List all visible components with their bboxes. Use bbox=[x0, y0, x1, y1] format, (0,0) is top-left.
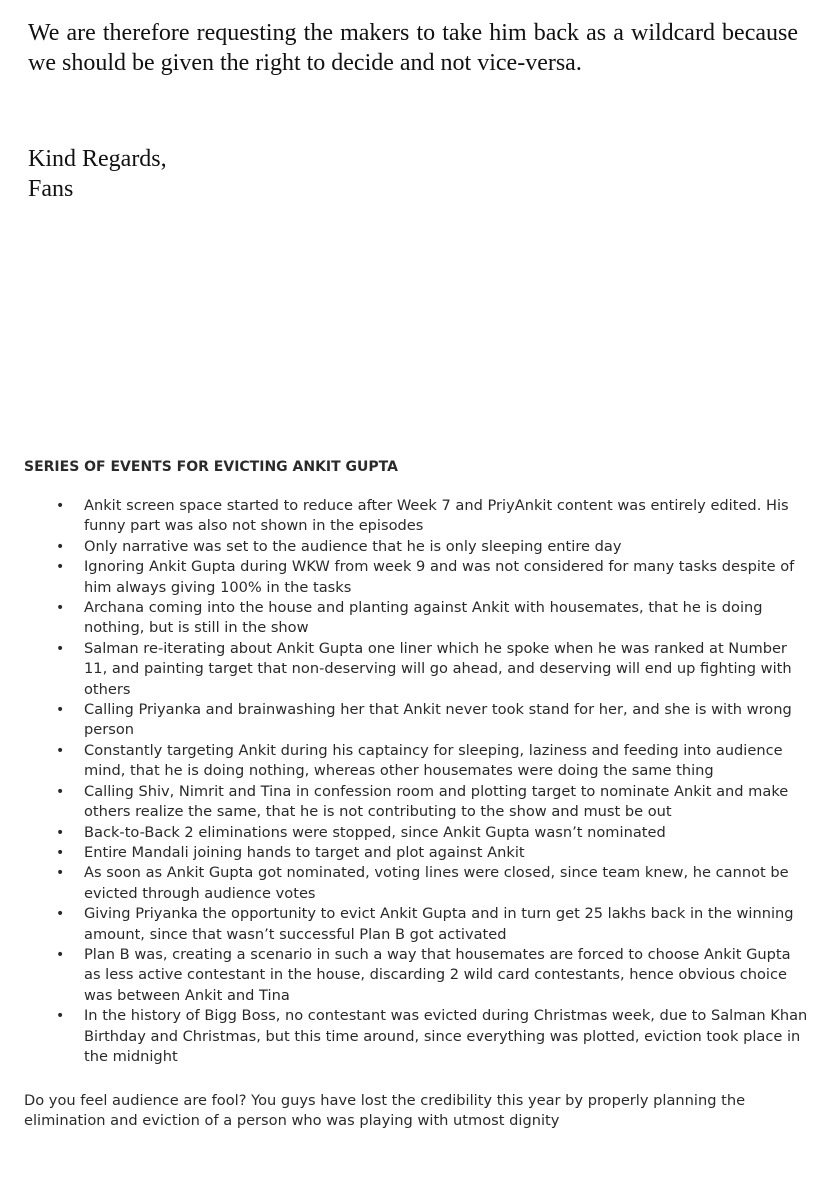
bullet-icon: • bbox=[56, 702, 65, 719]
bullet-icon: • bbox=[56, 906, 65, 923]
list-item bbox=[24, 557, 809, 598]
bullet-icon: • bbox=[56, 498, 65, 514]
signature-line: Fans bbox=[28, 176, 74, 202]
list-item bbox=[24, 639, 809, 700]
list-item-text: Plan B was, creating a scenario in such a way that housemates are forced to choose Ankit Gupta as less active contestant in the house, discarding 2 wild card contestants, hence obvious choice was between Ankit and Tina bbox=[84, 945, 791, 1004]
list-item-text: Entire Mandali joining hands to target and plot against Ankit bbox=[84, 843, 525, 861]
list-item bbox=[24, 537, 809, 557]
list-item-text: Archana coming into the house and planting against Ankit with housemates, that he is doing nothing, but is still in the show bbox=[84, 599, 763, 637]
list-item bbox=[24, 741, 809, 782]
list-item bbox=[24, 945, 809, 1006]
list-item bbox=[24, 904, 809, 945]
bullet-icon: • bbox=[56, 1008, 65, 1025]
bullet-icon: • bbox=[56, 742, 65, 759]
bullet-icon: • bbox=[56, 946, 65, 963]
list-item bbox=[24, 823, 809, 843]
list-item bbox=[24, 843, 809, 863]
bullet-icon: • bbox=[56, 865, 65, 882]
list-item bbox=[24, 863, 809, 904]
list-item bbox=[24, 496, 809, 537]
events-section bbox=[24, 458, 809, 1131]
letter-block bbox=[28, 18, 798, 204]
list-item-text: Calling Priyanka and brainwashing her that Ankit never took stand for her, and she is with wrong person bbox=[84, 701, 792, 739]
events-heading: SERIES OF EVENTS FOR EVICTING ANKIT GUPTA bbox=[24, 459, 398, 475]
list-item bbox=[24, 1006, 809, 1067]
list-item-text: Back-to-Back 2 eliminations were stopped, since Ankit Gupta wasn’t nominated bbox=[84, 823, 666, 841]
closing-paragraph: Do you feel audience are fool? You guys have lost the credibility this year by properly planning the elimination and eviction of a person who was playing with utmost dignity bbox=[24, 1092, 746, 1130]
letter-paragraph: We are therefore requesting the makers to take him back as a wildcard because we should be given the right to decide and not vice-versa. bbox=[28, 20, 798, 76]
bullet-icon: • bbox=[56, 559, 65, 576]
list-item bbox=[24, 700, 809, 741]
list-item-text: Ignoring Ankit Gupta during WKW from week 9 and was not considered for many tasks despite of him always giving 100% in the tasks bbox=[84, 558, 795, 596]
events-list bbox=[24, 496, 809, 1067]
bullet-icon: • bbox=[56, 844, 65, 861]
list-item-text: Constantly targeting Ankit during his captaincy for sleeping, laziness and feeding into audience mind, that he is doing nothing, whereas other housemates were doing the same thing bbox=[84, 741, 783, 780]
bullet-icon: • bbox=[56, 640, 65, 657]
list-item bbox=[24, 782, 809, 823]
regards-line: Kind Regards, bbox=[28, 146, 167, 172]
list-item bbox=[24, 598, 809, 639]
bullet-icon: • bbox=[56, 538, 65, 555]
bullet-icon: • bbox=[56, 600, 65, 617]
list-item-text: Salman re-iterating about Ankit Gupta one liner which he spoke when he was ranked at Number 11, and painting target that non-deserving will go ahead, and deserving will end up fighting with others bbox=[84, 639, 792, 698]
list-item-text: Ankit screen space started to reduce after Week 7 and PriyAnkit content was entirely edited. His funny part was also not shown in the episodes bbox=[84, 497, 789, 535]
sign-off bbox=[28, 144, 798, 204]
list-item-text: As soon as Ankit Gupta got nominated, voting lines were closed, since team knew, he cannot be evicted through audience votes bbox=[84, 864, 789, 902]
list-item-text: Calling Shiv, Nimrit and Tina in confession room and plotting target to nominate Ankit and make others realize the same, that he is not contributing to the show and must be out bbox=[84, 782, 789, 821]
bullet-icon: • bbox=[56, 824, 65, 841]
list-item-text: Giving Priyanka the opportunity to evict Ankit Gupta and in turn get 25 lakhs back in the winning amount, since that wasn’t successful Plan B got activated bbox=[84, 905, 794, 943]
list-item-text: Only narrative was set to the audience that he is only sleeping entire day bbox=[84, 537, 622, 555]
list-item-text: In the history of Bigg Boss, no contestant was evicted during Christmas week, due to Salman Khan Birthday and Christmas, but this time around, since everything was plotted, eviction took place in the midnight bbox=[84, 1007, 808, 1065]
bullet-icon: • bbox=[56, 783, 65, 800]
